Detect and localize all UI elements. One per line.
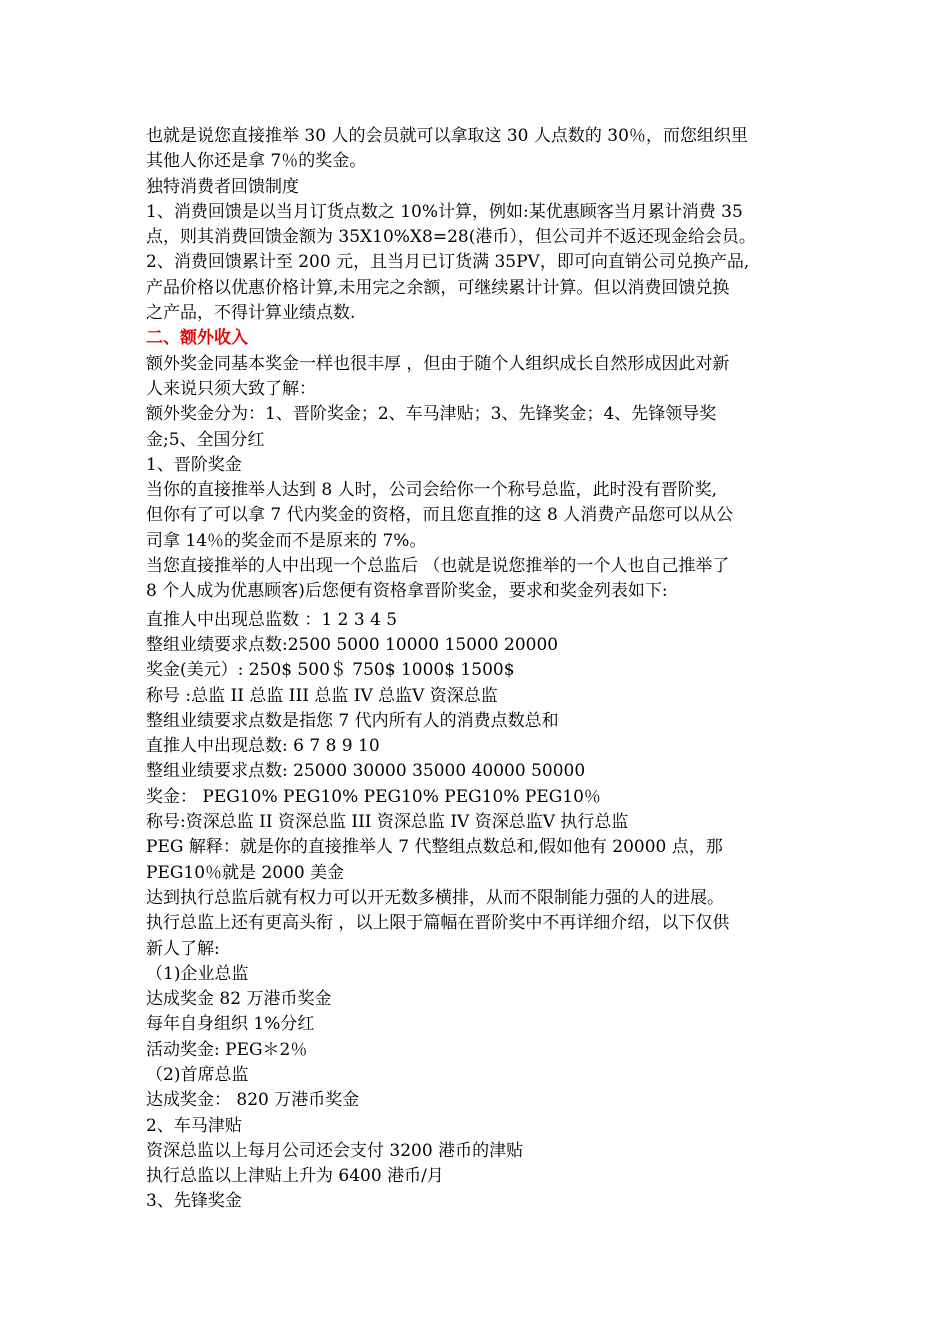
text-line: 人来说只须大致了解： [146,378,316,399]
text-line: 额外奖金同基本奖金一样也很丰厚 ，但由于随个人组织成长自然形成因此对新 [146,353,730,374]
text-line: 执行总监以上津贴上升为 6400 港币/月 [146,1166,444,1187]
section-subtitle: 1、晋阶奖金 [146,454,242,475]
bonus-table-line: 称号:资深总监 II 资深总监 III 资深总监 IV 资深总监Ⅴ 执行总监 [146,812,629,833]
bonus-table-line: 整组业绩要求点数:2500 5000 10000 15000 20000 [146,634,559,655]
text-line: 8 个人成为优惠顾客)后您便有资格拿晋阶奖金，要求和奖金列表如下: [146,581,668,602]
text-line: 达成奖金： 820 万港币奖金 [146,1090,360,1111]
text-line: 2、消费回馈累计至 200 元，且当月已订货满 35PV，即可向直销公司兑换产品, [146,252,750,273]
text-line: 每年自身组织 1%分红 [146,1014,315,1035]
text-line: 也就是说您直接推举 30 人的会员就可以拿取这 30 人点数的 30％，而您组织里 [146,126,748,146]
bonus-table-line: 称号 :总监 II 总监 III 总监 IV 总监Ⅴ 资深总监 [146,685,498,706]
text-line: 达到执行总监后就有权力可以开无数多横排，从而不限制能力强的人的进展。 [146,887,724,908]
text-line: PEG 解释：就是你的直接推举人 7 代整组点数总和,假如他有 20000 点，那 [146,837,723,858]
bonus-table-line: 直推人中出现总监数 ：1 2 3 4 5 [146,609,398,630]
text-line: 整组业绩要求点数是指您 7 代内所有人的消费点数总和 [146,710,559,731]
text-line: 其他人你还是拿 7％的奖金。 [146,151,367,172]
text-line: 执行总监上还有更高头衔 ，以上限于篇幅在晋阶奖中不再详细介绍，以下仅供 [146,913,730,934]
section-subtitle: 独特消费者回馈制度 [146,176,299,197]
text-line: 达成奖金 82 万港币奖金 [146,989,332,1010]
section-subtitle: 3、先锋奖金 [146,1191,242,1212]
text-line: 点，则其消费回馈金额为 35X10%X8=28(港币），但公司并不返还现金给会员。 [146,227,756,248]
text-line: 之产品，不得计算业绩点数. [146,303,356,324]
section-heading: 二、额外收入 [146,328,248,349]
text-line: 产品价格以优惠价格计算,未用完之余额，可继续累计计算。但以消费回馈兑换 [146,277,730,298]
bonus-table-line: 奖金： PEG10% PEG10% PEG10% PEG10% PEG10％ [146,786,601,807]
text-line: 司拿 14％的奖金而不是原来的 7%。 [146,530,427,551]
text-line: 额外奖金分为：1、晋阶奖金；2、车马津贴；3、先锋奖金；4、先锋领导奖 [146,404,717,425]
bonus-table-line: 奖金(美元）: 250$ 500＄ 750$ 1000$ 1500$ [146,660,515,681]
text-line: PEG10％就是 2000 美金 [146,862,345,883]
text-line: 资深总监以上每月公司还会支付 3200 港币的津贴 [146,1140,524,1161]
list-item: （2)首席总监 [146,1064,249,1085]
text-line: 金;5、全国分红 [146,429,265,450]
text-line: 当你的直接推举人达到 8 人时，公司会给你一个称号总监，此时没有晋阶奖, [146,480,718,501]
text-line: 活动奖金: PEG＊2％ [146,1039,308,1060]
document-page [146,124,816,1215]
section-subtitle: 2、车马津贴 [146,1115,242,1136]
text-line: 1、消费回馈是以当月订货点数之 10%计算，例如:某优惠顾客当月累计消费 35 [146,201,743,222]
text-line: 新人了解: [146,938,220,959]
text-line: 但你有了可以拿 7 代内奖金的资格，而且您直推的这 8 人消费产品您可以从公 [146,505,734,526]
list-item: （1)企业总监 [146,963,249,984]
bonus-table-line: 整组业绩要求点数: 25000 30000 35000 40000 50000 [146,761,586,782]
text-line: 当您直接推举的人中出现一个总监后 （也就是说您推举的一个人也自己推举了 [146,556,730,577]
bonus-table-line: 直推人中出现总数: 6 7 8 9 10 [146,736,380,757]
